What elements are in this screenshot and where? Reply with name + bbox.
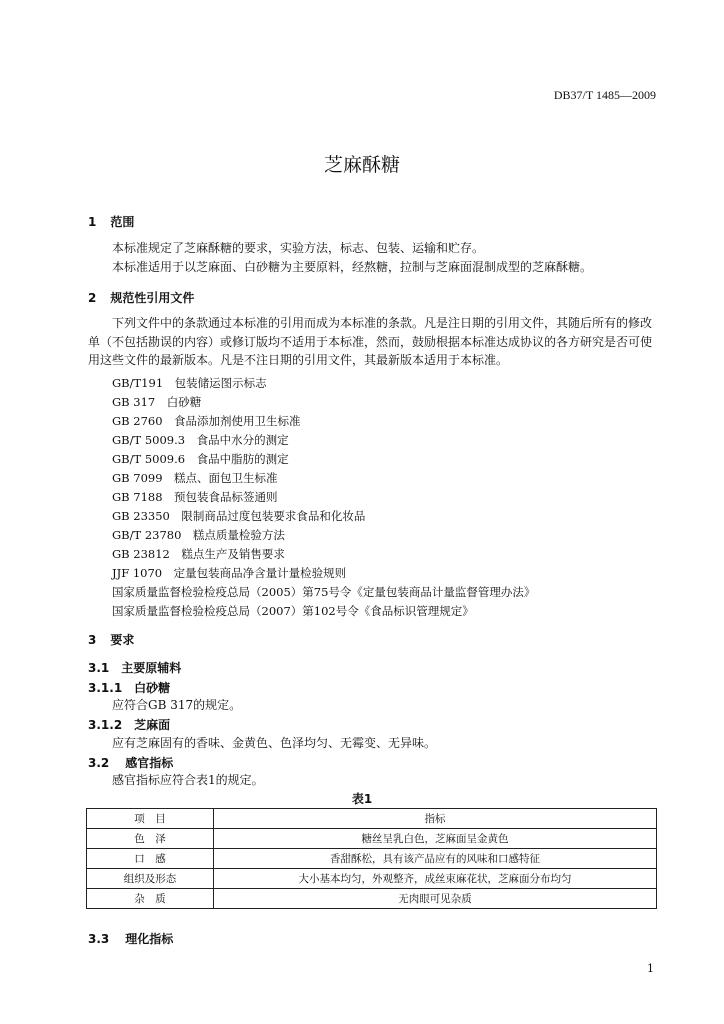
table-cell-item: 口 感	[87, 849, 214, 869]
section-2-heading	[88, 289, 194, 306]
section-number: 3.1.1	[88, 681, 123, 695]
section-title: 规范性引用文件	[110, 291, 195, 305]
section-number: 3.2	[88, 756, 110, 770]
section-title: 感官指标	[125, 756, 174, 770]
table-row	[87, 889, 657, 909]
reference-item: GB 23812 糕点生产及销售要求	[112, 547, 285, 561]
section-number: 1	[88, 215, 97, 229]
paragraph: 下列文件中的条款通过本标准的引用而成为本标准的条款。凡是注日期的引用文件，其随后所有的修改单（不包括勘误的内容）或修订版均不适用于本标准，然而，鼓励根据本标准达成协议的各方研究是否可使用这些文件的最新版本。凡是不注日期的引用文件，其最新版本适用于本标准。	[88, 316, 653, 367]
table-caption: 表1	[351, 792, 373, 806]
table-cell-item: 色 泽	[87, 829, 214, 849]
reference-item: GB 317 白砂糖	[112, 395, 202, 409]
page-title: 芝麻酥糖	[323, 154, 400, 176]
table-row	[87, 849, 657, 869]
table-cell-index: 大小基本均匀，外观整齐，成丝束麻花状，芝麻面分布均匀	[214, 869, 657, 889]
reference-item: JJF 1070 定量包装商品净含量计量检验规则	[112, 566, 347, 580]
sensory-index-table	[86, 808, 657, 909]
reference-item: 国家质量监督检验检疫总局（2005）第75号令《定量包装商品计量监督管理办法》	[112, 585, 536, 599]
section-title: 要求	[110, 633, 135, 647]
reference-item: GB/T 23780 糕点质量检验方法	[112, 528, 285, 542]
table-cell-item: 组织及形态	[87, 869, 214, 889]
table-cell-index: 无肉眼可见杂质	[214, 889, 657, 909]
document-number: DB37/T 1485—2009	[553, 88, 656, 102]
table-header-cell: 项 目	[87, 809, 214, 829]
section-number: 3.1.2	[88, 718, 123, 732]
section-1-heading	[88, 213, 134, 230]
table-cell-index: 香甜酥松，具有该产品应有的风味和口感特征	[214, 849, 657, 869]
reference-item: GB 7099 糕点、面包卫生标准	[112, 471, 278, 485]
table-cell-item: 杂 质	[87, 889, 214, 909]
reference-item: GB 7188 预包装食品标签通则	[112, 490, 278, 504]
section-title: 主要原辅料	[121, 661, 182, 675]
reference-item: GB/T 5009.6 食品中脂肪的测定	[112, 452, 289, 466]
paragraph: 应有芝麻固有的香味、金黄色、色泽均匀、无霉变、无异味。	[112, 736, 437, 750]
table-header-cell: 指标	[214, 809, 657, 829]
section-title: 理化指标	[125, 932, 174, 946]
subsection-3-1-1-heading	[88, 679, 170, 696]
section-3-heading	[88, 631, 134, 648]
section-number: 3.1	[88, 661, 110, 675]
page-number: 1	[647, 962, 654, 975]
section-title: 白砂糖	[134, 681, 171, 695]
table-row	[87, 829, 657, 849]
section-title: 芝麻面	[134, 718, 171, 732]
section-title: 范围	[110, 215, 135, 229]
paragraph: 本标准适用于以芝麻面、白砂糖为主要原料，经熬糖，拉制与芝麻面混制成型的芝麻酥糖。	[112, 260, 593, 274]
section-number: 3.3	[88, 932, 110, 946]
paragraph: 应符合GB 317的规定。	[112, 698, 242, 712]
reference-item: 国家质量监督检验检疫总局（2007）第102号令《食品标识管理规定》	[112, 604, 474, 618]
subsection-3-1-heading	[88, 659, 181, 676]
subsection-3-2-heading	[88, 754, 173, 771]
section-number: 2	[88, 291, 97, 305]
subsection-3-1-2-heading	[88, 716, 170, 733]
table-header-row	[87, 809, 657, 829]
reference-item: GB 2760 食品添加剂使用卫生标准	[112, 414, 301, 428]
paragraph: 本标准规定了芝麻酥糖的要求，实验方法，标志、包装、运输和贮存。	[112, 241, 485, 255]
table-cell-index: 糖丝呈乳白色，芝麻面呈金黄色	[214, 829, 657, 849]
section-number: 3	[88, 633, 97, 647]
subsection-3-3-heading	[88, 930, 173, 947]
paragraph: 感官指标应符合表1的规定。	[112, 773, 264, 787]
table-row	[87, 869, 657, 889]
reference-item: GB/T 5009.3 食品中水分的测定	[112, 433, 289, 447]
reference-item: GB 23350 限制商品过度包装要求食品和化妆品	[112, 509, 366, 523]
reference-item: GB/T191 包装储运图示标志	[112, 376, 267, 390]
